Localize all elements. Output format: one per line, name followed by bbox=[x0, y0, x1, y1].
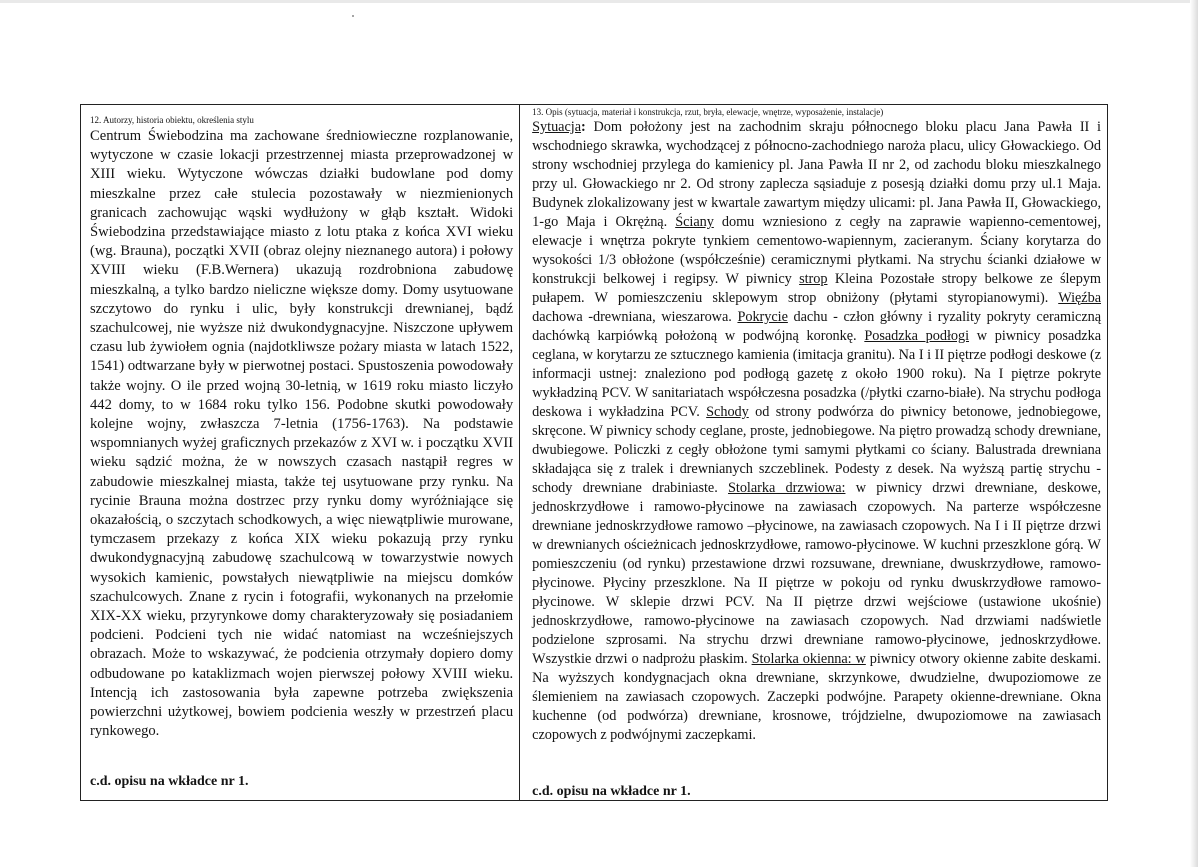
description-subheading: Posadzka podłogi bbox=[864, 328, 969, 344]
scan-top-edge bbox=[0, 0, 1198, 3]
description-subheading: Stolarka okienna: w bbox=[751, 651, 866, 667]
description-subheading: Sytuacja bbox=[532, 119, 581, 135]
history-paragraph: Centrum Świebodzina ma zachowane średniowieczne rozplanowanie, wytyczone w czasie lokacji przestrzennej miasta przeprowadzonej w XIII wieku. Wytyczone wówczas działki budowlane pod domy mieszkalne przez całe stulecia pozostawały w niezmienionych granicach zachowując wąski wydłużony w głąb kształt. Widoki Świebodzina przedstawiające miasto z lotu ptaka z końca XVI wieku (wg. Brauna), początki XVII (obraz olejny nieznanego autora) i połowy XVIII wieku (F.B.Wernera) ukazują rozdrobniona zabudowę mieszkalną, a tylko bardzo nieliczne większe domy. Domy usytuowane szczytowo do rynku i ulic, były konstrukcji drewnianej, bądź szachulcowej, nie wyższe niż dwukondygnacyjne. Niszczone upływem czasu lub żywiołem ognia (najdotkliwsze pożary miasta w latach 1522, 1541) odtwarzane były w pierwotnej postaci. Spustoszenia powodowały także wojny. O ile przed wojną 30-letnią, w 1619 roku miasto liczyło 442 domy, to w 1684 roku tylko 156. Podobne skutki powodowały kolejne wojny, zwłaszcza 7-letnia (1756-1763). Na podstawie wspomnianych wyżej graficznych przekazów z XVI w. i początku XVII wieku sądzić można, że w nowszych czasach nastąpił regres w zabudowie mieszkalnej miasta, także tej usytuowane przy rynku. Na rycinie Brauna można dostrzec przy rynku domy wyróżniające się okazałością, o szczytach schodkowych, a więc niewątpliwie murowane, tymczasem przekazy z końca XIX wieku pokazują przy rynku dwukondygnacyjną zabudowę szachulcową w towarzystwie nowych wysokich kamienic, powstałych niewątpliwie na miejscu domków szachulcowych. Znane z rycin i fotografii, wykonanych na przełomie XIX-XX wieku, przyrynkowe domy charakteryzowały się posiadaniem podcieni. Podcieni tych nie widać natomiast na wcześniejszych obrazach. Może to wskazywać, że podcienia otrzymały dopiero domy odbudowane po kataklizmach wojen pierwszej połowy XVIII wieku. Intencją ich zastosowania była zapewne potrzeba zwiększenia powierzchni użytkowej, bowiem podcienia weszły w przestrzeń placu rynkowego. bbox=[90, 128, 514, 740]
description-subheading: Pokrycie bbox=[737, 309, 788, 325]
description-text-run: domu wzniesiono z cegły na zaprawie wapienno-cementowej, elewacje i wnętrza pokryte tynkiem cementowo-wapiennym, zacieranym. Ściany korytarza do wysokości 1/3 obłożone (współcześnie) ceramicznymi płytkami. Na strychu ścianki działowe w konstrukcji belkowej i regipsy. W piwnicy bbox=[532, 214, 1101, 287]
description-text-run: Kleina Pozostałe stropy belkowe ze ślepym pułapem. W pomieszczeniu sklepowym strop obniżony (płytami styropianowymi). bbox=[532, 271, 1101, 306]
description-subheading: Stolarka drzwiowa: bbox=[728, 480, 846, 496]
history-section bbox=[81, 105, 520, 800]
description-text-run: : bbox=[581, 119, 594, 135]
scan-speck bbox=[352, 15, 354, 17]
description-paragraph bbox=[524, 118, 1101, 745]
history-continuation-note: c.d. opisu na wkładce nr 1. bbox=[90, 774, 249, 789]
description-text-run: piwnicy otwory okienne zabite deskami. Na wyższych kondygnacjach okna drewniane, skrzynkowe, dwudzielne, dwupoziomowe ze ślemieniem na zawiasach czopowych. Zaczepki podwójne. Parapety okienne-drewniane. Okna kuchenne (od podwórza) drewniane, krosnowe, trójdzielne, dwupoziomowe na zawiasach czopowych z podwójnymi zaczepkami. bbox=[532, 651, 1101, 743]
description-text-run: Dom położony jest na zachodnim skraju północnego bloku placu Jana Pawła II i wschodniego skrawka, wychodzącej z północno-zachodniego naroża placu, ulicy Głowackiego. Od strony wschodniej przylega do kamienicy pl. Jana Pawła II nr 2, od zachodu bloku mieszkalnego przy ul. Głowackiego nr 2. Od strony zaplecza sąsiaduje z posesją działki domu przy ul.1 Maja. Budynek zlokalizowany jest w kwartale zawartym między ulicami: pl. Jana Pawła II, Głowackiego, 1-go Maja i Okrężną. bbox=[532, 119, 1101, 230]
description-text-run: dachu - człon główny i ryzality pokryty ceramiczną dachówką karpiówką położoną w podwójną koronkę. bbox=[532, 309, 1102, 344]
description-continuation-note: c.d. opisu na wkładce nr 1. bbox=[532, 784, 691, 799]
description-text-run: w piwnicy posadzka ceglana, w korytarzu ze sztucznego kamienia (imitacja granitu). Na I i II piętrze podłogi deskowe (z informacji ustnej: znaleziono pod podłogą gazetę z około 1900 roku). Na I piętrze pokryte wykładziną PCV. W sanitariatach współczesna posadzka (/płytki czarno-białe). Na strychu podłoga deskowa i wykładzina PCV. bbox=[532, 328, 1101, 420]
description-section bbox=[520, 105, 1107, 800]
description-subheading: Ściany bbox=[675, 214, 714, 230]
description-subheading: Więźba bbox=[1058, 290, 1101, 306]
section-12-heading: 12. Autorzy, historia obiektu, określenia stylu bbox=[90, 115, 254, 125]
section-13-heading: 13. Opis (sytuacja, materiał i konstrukcja, rzut, bryła, elewacje, wnętrze, wyposażenie, instalacje) bbox=[532, 107, 884, 117]
description-subheading: strop bbox=[799, 271, 828, 287]
form-table bbox=[80, 104, 1108, 801]
description-text-run: dachowa -drewniana, wieszarowa. bbox=[532, 309, 738, 325]
description-subheading: Schody bbox=[706, 404, 749, 420]
scan-right-edge bbox=[1190, 0, 1198, 867]
description-text-run: w piwnicy drzwi drewniane, deskowe, jednoskrzydłowe i ramowo-płycinowe na zawiasach czopowych. Na parterze współczesne drewniane jednoskrzydłowe ramowo –płycinowe, na zawiasach czopowych. Na I i II piętrze drzwi w drewnianych ościeżnicach jednoskrzydłowe, ramowo-płycinowe. W kuchni przeszklone górą. W pomieszczeniu (od rynku) przestawione drzwi rozsuwane, drewniane, dwuskrzydłowe, ramowo-płycinowe. Płyciny przeszklone. Na II piętrze w pokoju od rynku dwuskrzydłowe ramowo-płycinowe. W sklepie drzwi PCV. Na II piętrze drzwi wejściowe (ustawione ukośnie) jednoskrzydłowe, ramowo-płycinowe na zawiasach czopowych. Nad drzwiami nadświetle podzielone szprosami. Na strychu drzwi drewniane ramowo-płycinowe, jednoskrzydłowe. Wszystkie drzwi o nadprożu płaskim. bbox=[532, 480, 1101, 667]
description-text-run: od strony podwórza do piwnicy betonowe, jednobiegowe, skręcone. W piwnicy schody ceglane, proste, jednobiegowe. Na piętro prowadzą schody drewniane, dwubiegowe. Policzki z cegły obłożone tymi samymi płytkami co ściany. Balustrada drewniana składająca się z tralek i drewnianych szczeblinek. Podesty z desek. Na wyższą partię strychu - schody drewniane drabiniaste. bbox=[532, 404, 1101, 496]
